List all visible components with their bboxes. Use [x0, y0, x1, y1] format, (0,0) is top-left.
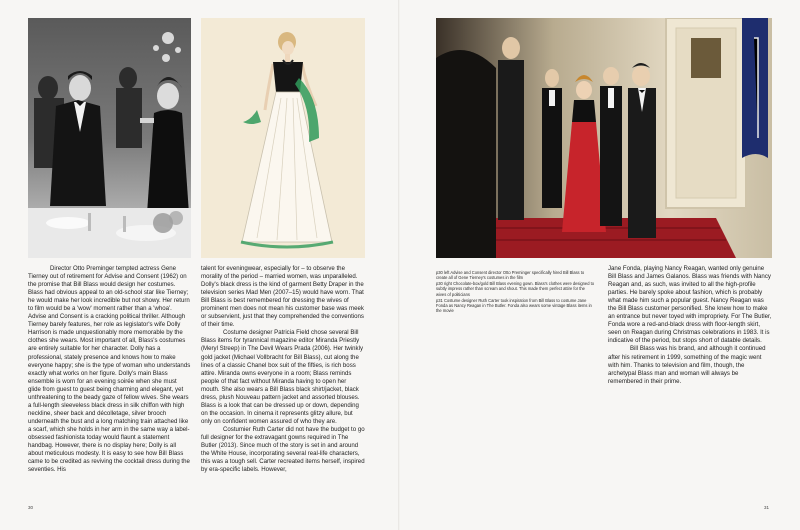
left-col2-paragraph-1: talent for eveningwear, especially for – to observe the morality of the period – married women, was unparalleled. Dolly's black dress is the kind of garment Betty Draper in the television series Mad Men (2007–15) would have worn. That Bill Blass is best remembered for dressing the wives of prominent men does not mean his customer base was meek or subservient, just that they comprehended the conventions of their time. [201, 265, 364, 329]
left-folio: 30 [28, 505, 34, 510]
right-column-2 [608, 265, 772, 386]
gown-sketch [201, 18, 365, 258]
right-col2-paragraph-1: Jane Fonda, playing Nancy Reagan, wanted only genuine Bill Blass and James Galanos. Blass was friends with Nancy Reagan and, as such, was invited to all the high-profile parties. He barely spoke about fashion, which is probably what made him such a popular guest. Nancy Reagan was the Bill Blass customer personified. She knew how to make an entrance but never toyed with impropriety. For The Butler, Fonda wore a red-and-black dress with floor-length skirt, seen on Reagan during Christmas celebrations in 1983. It is indicative of the period, but stops short of datable details. [608, 265, 772, 345]
right-page [400, 0, 800, 530]
gown-sketch-illustration [201, 18, 365, 258]
white-house-photo-illustration [436, 18, 772, 258]
right-col2-paragraph-2: Bill Blass was his brand, and although it continued after his retirement in 1999, something of the magic went with him. Thanks to television and film, though, the archetypal Blass man and woman will always be remembered in their prime. [608, 345, 766, 385]
party-photo [28, 18, 191, 258]
left-col2-paragraph-3: Costumier Ruth Carter did not have the budget to go full designer for the extravagant gowns required in The Butler (2013). Since much of the story is set in and around the White House, incorporating several real-life characters, this was a tough sell. Carter recreated items herself, inspired by era-specific labels. However, [201, 425, 365, 474]
white-house-photo [436, 18, 772, 258]
caption-p30-right: p30 right Chocolate-box/gold Bill Blass evening gown. Blass's clothes were designed to subtly impress rather than scream and shout. This made them perfect attire for the wives of politicians [436, 281, 595, 297]
right-folio: 31 [764, 505, 770, 510]
captions-block [436, 270, 596, 314]
party-photo-illustration [28, 18, 191, 258]
left-column-1 [28, 265, 191, 474]
caption-p30-left: p30 left Advise and Consent director Otto Preminger specifically hired Bill Blass to create all of Gene Tierney's costumes in the film [436, 270, 585, 281]
left-col1-paragraph: Director Otto Preminger tempted actress Gene Tierney out of retirement for Advise and Consent (1962) on the promise that Bill Blass would design her costumes. Blass had obvious appeal to an old-school star like Tierney; he would make her look incredible but not showy. Her return to film would be a 'wow' moment rather than a 'whoa'. Advise and Consent is a cracking political thriller. Although Tierney barely features, her role as legislator's wife Dolly Harrison is made unquestionably more memorable by the clothes she wears. Most important of all, Blass's costumes are entirely suitable for her character. Dolly has a professional, stately presence and knows how to make everyone happy; she is the type of woman who understands exactly what works on her figure. Dolly's main Blass ensemble is worn for an evening soirée when she must glide from guest to guest being charming and elegant, yet unthreatening to the beady gaze of fellow wives. She wears a full-length sleeveless black dress in silk chiffon with high neckline, sheer back and décolletage, silver brooch underneath the bust and a long matching train attached like a scarf, which she holds in her arm in the same way a label-obsessed fashionista today would flaunt a statement handbag. However, there is no display here; Dolly is all about meticulous modesty. It is easy to see how Bill Blass came to be credited as reviving the cocktail dress during the seventies. His [28, 265, 191, 474]
left-column-2 [201, 265, 365, 474]
caption-p31: p31 Costume designer Ruth Carter took inspiration from Bill Blass to costume Jane Fonda as Nancy Reagan in The Butler. Fonda also wears some vintage Blass items in the movie [436, 297, 592, 314]
left-col2-paragraph-2: Costume designer Patricia Field chose several Bill Blass items for tyrannical magazine editor Miranda Priestly (Meryl Streep) in The Devil Wears Prada (2006). Her twinkly gold jacket (Michael Vollbracht for Bill Blass), cut along the lines of a classic Chanel box suit of the fifties, is rich boss attire. Miranda owns everyone in a room; Blass reminds people of that fact without Miranda having to open her mouth. She also wears a Bill Blass black shirt/jacket, black dress, plush Nouveau pattern jacket and assorted blouses. Blass is a look that can be dressed up or down, depending on the occasion. In cinema it represents glitzy allure, but only on confident women assured of who they are. [201, 329, 363, 425]
